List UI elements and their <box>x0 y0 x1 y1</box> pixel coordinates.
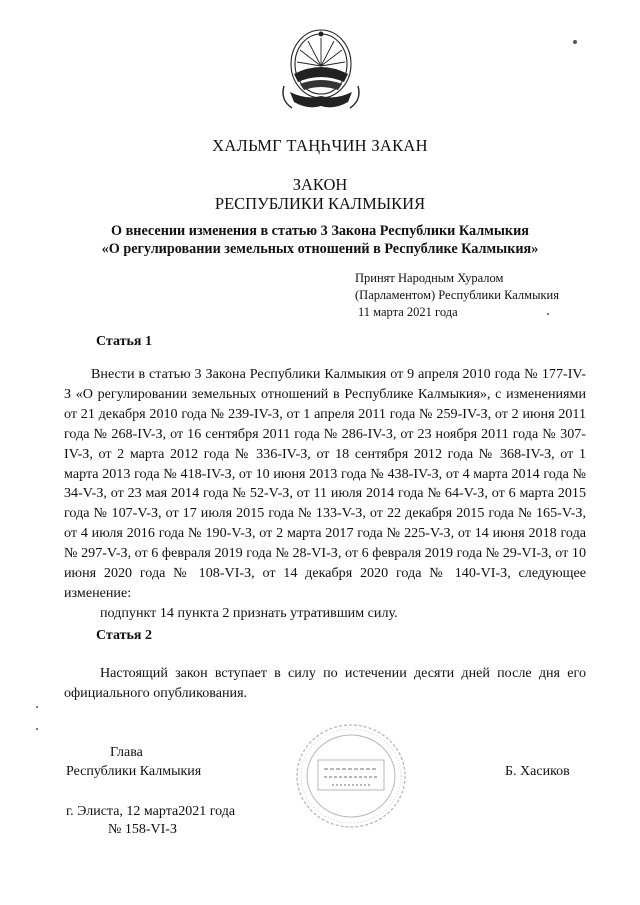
place-date: г. Элиста, 12 марта2021 года <box>66 804 236 819</box>
signatory-position-line1: Глава <box>110 745 143 760</box>
scan-speck <box>547 313 549 315</box>
signatory-position-line2: Республики Калмыкия <box>66 764 202 779</box>
article1-heading: Статья 1 <box>96 334 152 349</box>
adoption-line1: Принят Народным Хуралом <box>355 271 504 285</box>
signatory-name: Б. Хасиков <box>505 764 570 779</box>
article1-subpoint: подпункт 14 пункта 2 признать утратившим силу. <box>100 604 398 621</box>
adoption-date: 11 марта 2021 года <box>358 305 458 319</box>
kalmyk-law-title: ХАЛЬМГ ТАҢҺЧИН ЗАКАН <box>212 136 428 155</box>
adoption-line2: (Парламентом) Республики Калмыкия <box>355 288 559 302</box>
scan-speck <box>36 728 38 730</box>
article1-text: Внести в статью 3 Закона Республики Калмыкия от 9 апреля 2010 года № 177-IV-З «О регулировании земельных отношений в Республике Калмыкия», с изменениями от 21 декабря 2010 года № 239-IV-З, от 1 апреля 2011 года № 259-IV-З, от 2 июня 2011 года № 268-IV-З, от 16 сентября 2011 года № 286-IV-З, от 23 ноября 2011 года № 307-IV-З, от 2 марта 2012 года № 336-IV-З, от 18 сентября 2012 года № 368-IV-З, от 1 марта 2013 года № 418-IV-З, от 10 июня 2013 года № 438-IV-З, от 4 марта 2014 года № 34-V-З, от 23 мая 2014 года № 52-V-З, от 11 июля 2014 года № 64-V-З, от 6 марта 2015 года № 107-V-З, от 17 июля 2015 года № 133-V-З, от 22 декабря 2015 года № 165-V-З, от 4 июля 2016 года № 190-V-З, от 2 марта 2017 года № 225-V-З, от 14 июня 2018 года № 297-V-З, от 6 февраля 2019 года № 28-VI-З, от 6 февраля 2019 года № 29-VI-З, от 10 июня 2020 года № 108-VI-З, от 14 декабря 2020 года № 140-VI-З, следующее изменение: <box>64 366 586 601</box>
article1-body <box>64 365 586 624</box>
law-title <box>0 222 640 258</box>
republic-label: РЕСПУБЛИКИ КАЛМЫКИЯ <box>214 194 426 213</box>
law-label: ЗАКОН <box>292 175 348 194</box>
law-title-line1: О внесении изменения в статью 3 Закона Республики Калмыкия <box>111 223 529 239</box>
article2-heading: Статья 2 <box>96 628 152 643</box>
law-heading <box>0 175 640 213</box>
kalmykia-emblem-icon <box>276 20 366 116</box>
official-seal-icon <box>292 720 410 832</box>
article2-text: Настоящий закон вступает в силу по истечении десяти дней после дня его официального опубликования. <box>64 665 586 701</box>
adoption-note <box>355 270 559 321</box>
scan-speck <box>573 40 577 44</box>
law-number: № 158-VI-З <box>108 822 177 837</box>
scan-speck <box>36 706 38 708</box>
law-title-line2: «О регулировании земельных отношений в Республике Калмыкия» <box>101 241 539 257</box>
